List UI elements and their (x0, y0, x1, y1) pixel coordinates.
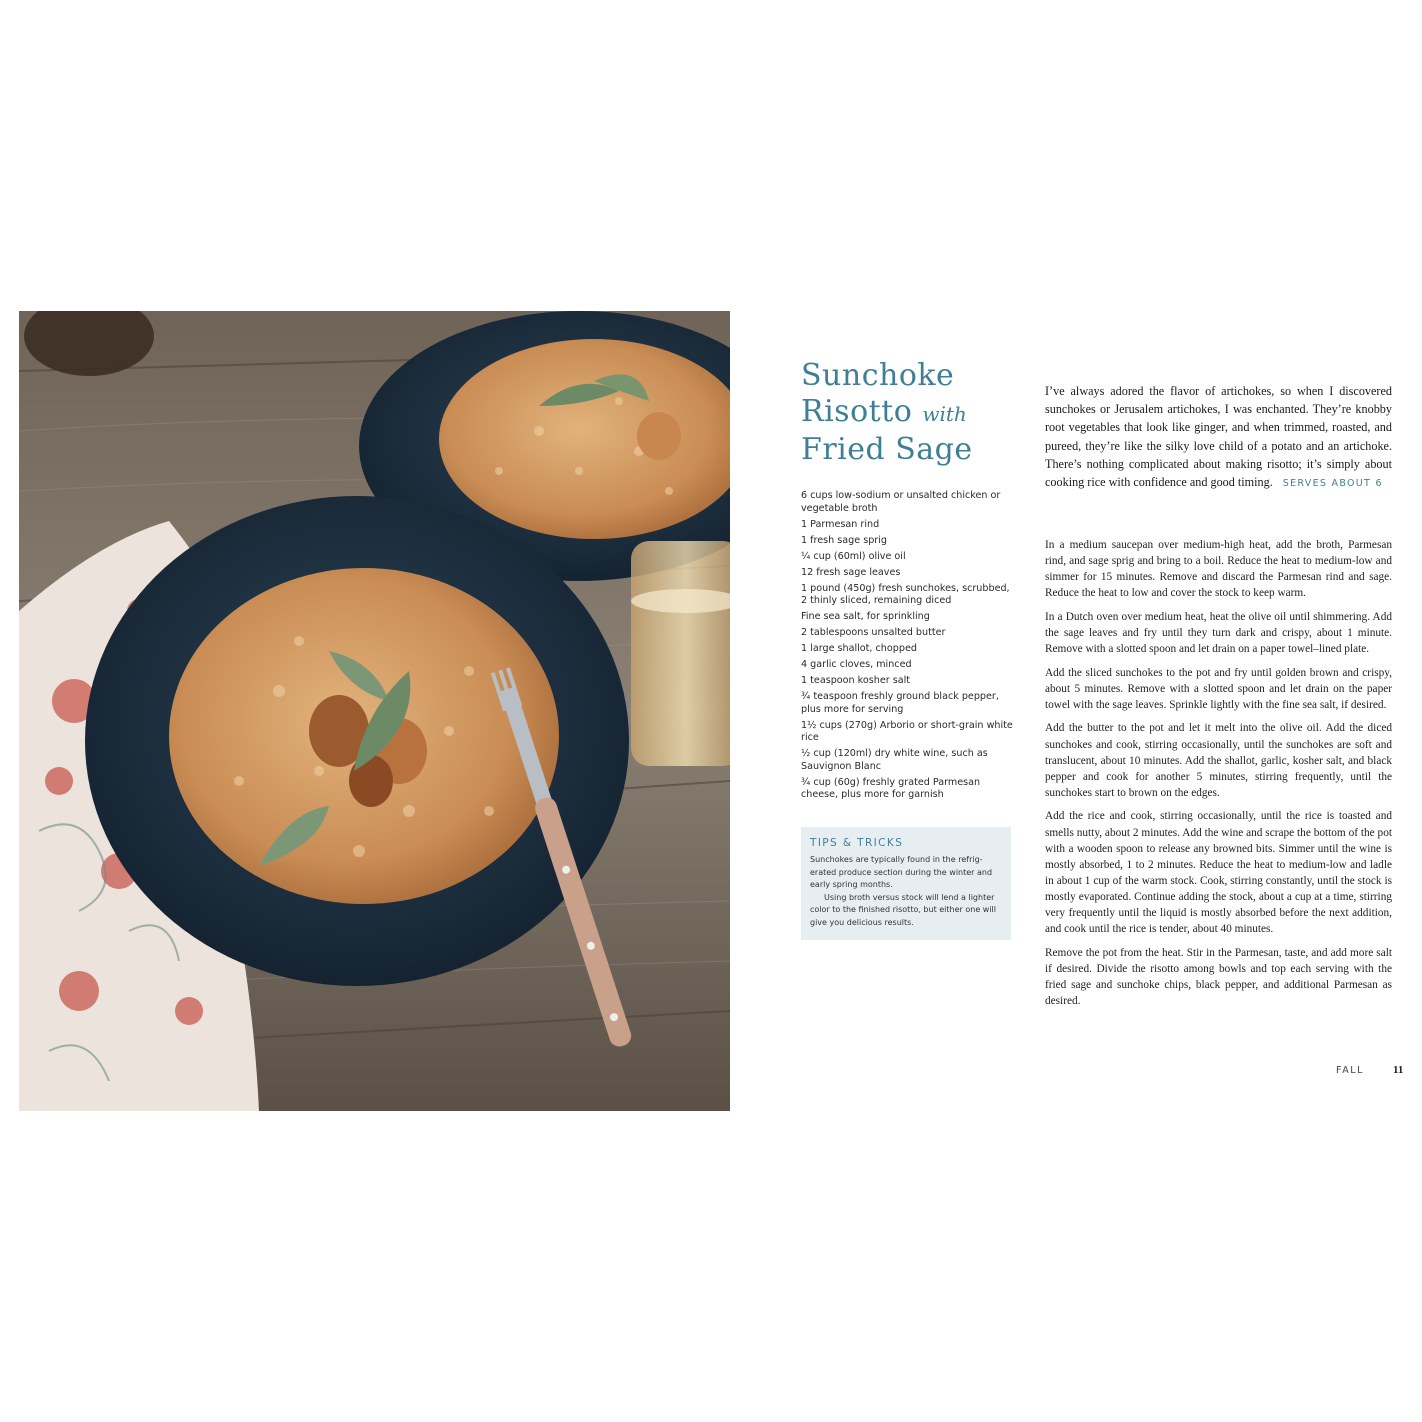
ingredient-item: 1 pound (450g) fresh sunchokes, scrubbed, 2 thinly sliced, remaining diced (801, 582, 1010, 607)
method-step: Add the sliced sunchokes to the pot and fry until golden brown and crispy, about 5 minutes. Remove with a slotted spoon and let drain on the paper towel with the sage leaves. Sprinkle lightly with the fine sea salt, if desired. (1045, 666, 1392, 711)
title-line-1: Sunchoke (801, 358, 955, 393)
ingredient-item: 6 cups low-sodium or unsalted chicken or vegetable broth (801, 490, 1001, 514)
ingredient-item: ¼ cup (60ml) olive oil (801, 550, 906, 562)
recipe-intro (1045, 382, 1392, 493)
ingredient-item: Fine sea salt, for sprinkling (801, 611, 930, 623)
method-step: Remove the pot from the heat. Stir in the Parmesan, taste, and add more salt if desired. Divide the risotto among bowls and top each serving with the fried sage and sunchoke chips, black pepper, and additional Parmesan as desired. (1045, 946, 1392, 1007)
ingredient-item: 1 fresh sage sprig (801, 534, 888, 546)
ingredient-item: 2 tablespoons unsalted butter (801, 627, 946, 639)
title-connector: with (922, 402, 967, 426)
risotto-photo (19, 311, 730, 1111)
recipe-title (801, 358, 1031, 468)
intro-text: I’ve always adored the flavor of artichokes, so when I discovered sunchokes or Jerusalem artichokes, I was enchanted. They’re knobby root vegetables that look like ginger, and when trimmed, roasted, and pureed, they’re like the silky love child of a potato and an artichoke. There’s nothing complicated about making risotto; it’s simply about cooking rice with confidence and good timing. (1045, 384, 1392, 490)
title-line-3: Fried Sage (801, 432, 973, 467)
method-step: In a medium saucepan over medium-high heat, add the broth, Parmesan rind, and sage sprig and bring to a boil. Reduce the heat to medium-low and simmer for 15 minutes. Remove and discard the Parmesan rind and sage. Reduce the heat to low and cover the stock to keep warm. (1045, 539, 1392, 600)
ingredient-list (801, 490, 1013, 805)
tips-box (801, 827, 1011, 940)
title-word-risotto: Risotto (801, 394, 913, 429)
ingredient-item: 1 Parmesan rind (801, 518, 880, 530)
tips-paragraph: Sunchokes are typically found in the refrig- erated produce section during the winter and early spring months. (810, 855, 993, 889)
recipe-method (1045, 537, 1392, 1017)
method-step: In a Dutch oven over medium heat, heat the olive oil until shimmering. Add the sage leaves and fry until they turn dark and crispy, about 1 minute. Remove with a slotted spoon and let drain on a paper towel–lined plate. (1045, 610, 1392, 656)
ingredient-item: 4 garlic cloves, minced (801, 659, 912, 671)
ingredient-item: ¾ cup (60g) freshly grated Parmesan cheese, plus more for garnish (801, 776, 981, 801)
method-step: Add the rice and cook, stirring occasionally, until the rice is toasted and smells nutty, about 2 minutes. Add the wine and scrape the bottom of the pot with a wooden spoon to release any browned bits. Simmer until the wine is mostly absorbed, 1 to 2 minutes. Reduce the heat to medium-low and ladle in about 1 cup of the warm stock. Cook, stirring constantly, until the stock is mostly evaporated. Continue adding the stock, about a cup at a time, stirring very frequently until the liquid is mostly absorbed before the next addition, and cook until the rice is tender, about 40 minutes. (1045, 810, 1392, 936)
method-step: Add the butter to the pot and let it melt into the olive oil. Add the diced sunchokes and cook, stirring occasionally, until the sunchokes are soft and translucent, about 10 minutes. Add the shallot, garlic, kosher salt, and black pepper and cook for another 5 minutes, stirring frequently, until the sunchokes start to brown on the edges. (1045, 722, 1392, 799)
ingredient-item: ¾ teaspoon freshly ground black pepper, plus more for serving (801, 691, 999, 715)
title-line-2 (801, 394, 1031, 432)
page-number: 11 (1393, 1064, 1404, 1076)
tips-paragraph: Using broth versus stock will lend a lighter color to the finished risotto, but either one will give you delicious results. (810, 892, 997, 927)
tips-heading: TIPS & TRICKS (810, 837, 904, 849)
ingredient-item: 1 large shallot, chopped (801, 643, 917, 655)
ingredient-item: 12 fresh sage leaves (801, 566, 901, 578)
ingredient-item: ½ cup (120ml) dry white wine, such as Sauvignon Blanc (801, 748, 988, 772)
ingredient-item: 1½ cups (270g) Arborio or short-grain white rice (801, 719, 1013, 744)
section-folio: FALL (1336, 1065, 1365, 1076)
ingredient-item: 1 teaspoon kosher salt (801, 675, 911, 687)
serves-label: SERVES ABOUT 6 (1282, 478, 1383, 490)
